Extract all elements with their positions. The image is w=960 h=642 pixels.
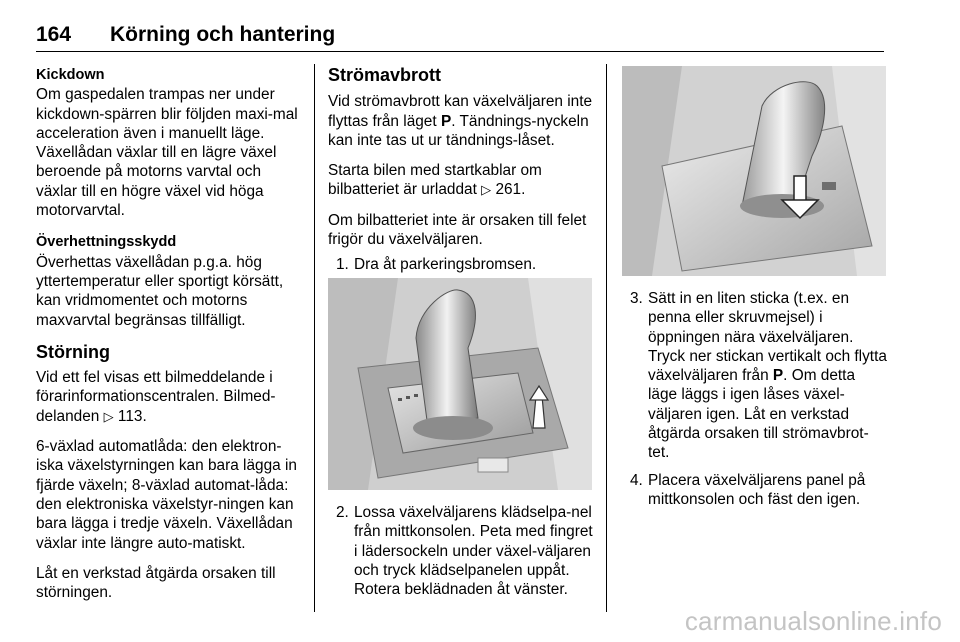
column-2-after-figure [328, 503, 594, 607]
steps-list-c [622, 289, 888, 509]
watermark: carmanualsonline.info [684, 606, 942, 636]
triangle-right-icon: ▷ [481, 182, 492, 198]
step-1 [328, 255, 594, 274]
column-rule-2 [606, 64, 607, 612]
step-1-text: Dra åt parkeringsbromsen. [354, 256, 537, 274]
step-4-number: 4. [630, 471, 643, 489]
gear-selector-illustration [328, 278, 592, 490]
power-p1-text-b: . Tändnings-nyckeln kan inte tas ut ur tändnings-låset. [328, 112, 589, 149]
step-4-text: Placera växelväljarens panel på mittkonsolen och fäst den igen. [648, 471, 866, 508]
step-3-text-b: . Om detta läge läggs i igen låses växel-väljaren igen. Låt en verkstad åtgärda orsaken till strömavbrot-tet. [648, 367, 869, 462]
overheat-heading: Överhettningsskydd [36, 234, 177, 251]
steps-list-b [328, 503, 594, 599]
release-hole-illustration [622, 66, 886, 276]
fault-heading: Störning [36, 341, 110, 362]
power-p2-text: Starta bilen med startkablar om bilbatteriet är urladdat [328, 162, 542, 199]
step-3-position: P [772, 367, 784, 385]
overheat-text: Överhettas växellådan p.g.a. hög yttertemperatur eller sportigt körsätt, kan vridmomentet och motorns maxvarvtal begränsas tillfälligt. [36, 253, 284, 329]
step-2-number: 2. [336, 504, 349, 521]
fault-paragraph-2: 6-växlad automatlåda: den elektron-iska växelstyrningen kan bara lägga in fjärde växeln; 8-växlad automat-låda: den elektroniska växelstyr-ningen kan bara lägga i tredje växeln. Växellådan växlar inte längre auto-matiskt. [36, 438, 297, 552]
header-rule [36, 51, 884, 52]
power-p1-text-a: Vid strömavbrott kan växelväljaren inte flyttas från läget [328, 93, 593, 130]
page-title: Körning och hantering [110, 23, 336, 46]
fault-p1-ref[interactable]: 113 [117, 407, 143, 425]
fault-paragraph-3: Låt en verkstad åtgärda orsaken till störningen. [36, 564, 276, 602]
kickdown-heading: Kickdown [36, 67, 105, 83]
power-p2-ref[interactable]: 261 [495, 181, 522, 199]
overheat-section [36, 233, 298, 329]
power-p1-position: P [440, 112, 452, 130]
step-2-text: Lossa växelväljarens klädselpa-nel från mittkonsolen. Peta med fingret i lädersockeln under växel-väljaren och tryck klädselpanelen uppåt. Rotera beklädnaden åt vänster. [354, 504, 593, 599]
power-paragraph-1 [328, 92, 594, 150]
kickdown-section [36, 66, 298, 220]
steps-list-a [328, 255, 594, 274]
column-3 [622, 289, 888, 517]
triangle-right-icon: ▷ [103, 408, 114, 424]
step-2 [328, 503, 594, 599]
column-2 [328, 66, 594, 283]
fault-paragraph-1: Vid ett fel visas ett bilmeddelande i förarinformationscentralen. Bilmed-delanden ▷ 113. [36, 369, 276, 425]
step-4 [622, 471, 888, 510]
step-1-number: 1. [336, 256, 349, 274]
column-rule-1 [314, 64, 315, 612]
fault-p1-text: Vid ett fel visas ett bilmeddelande i förarinformationscentralen. Bilmed-delanden [36, 369, 276, 425]
column-1 [36, 66, 298, 613]
power-heading: Strömavbrott [328, 65, 442, 85]
power-paragraph-2: Starta bilen med startkablar om bilbatteriet är urladdat ▷ 261. [328, 162, 542, 199]
step-3 [622, 289, 888, 463]
kickdown-text: Om gaspedalen trampas ner under kickdown-spärren blir följden maxi-mal acceleration även i manuellt läge. Växellådan växlar till en lägre växel beroende på motorns varvtal och växlar till en högre växel vid höga motorvarvtal. [36, 86, 298, 220]
step-3-text-a: Sätt in en liten sticka (t.ex. en penna eller skruvmejsel) i öppningen nära växelväljaren. Tryck ner stickan vertikalt och flytta växelväljaren från [648, 290, 887, 385]
figure-release-hole [622, 66, 886, 276]
step-3-number: 3. [630, 290, 643, 307]
power-paragraph-3: Om bilbatteriet inte är orsaken till felet frigör du växelväljaren. [328, 211, 587, 249]
figure-gear-selector [328, 278, 592, 490]
page-number: 164 [36, 23, 72, 46]
